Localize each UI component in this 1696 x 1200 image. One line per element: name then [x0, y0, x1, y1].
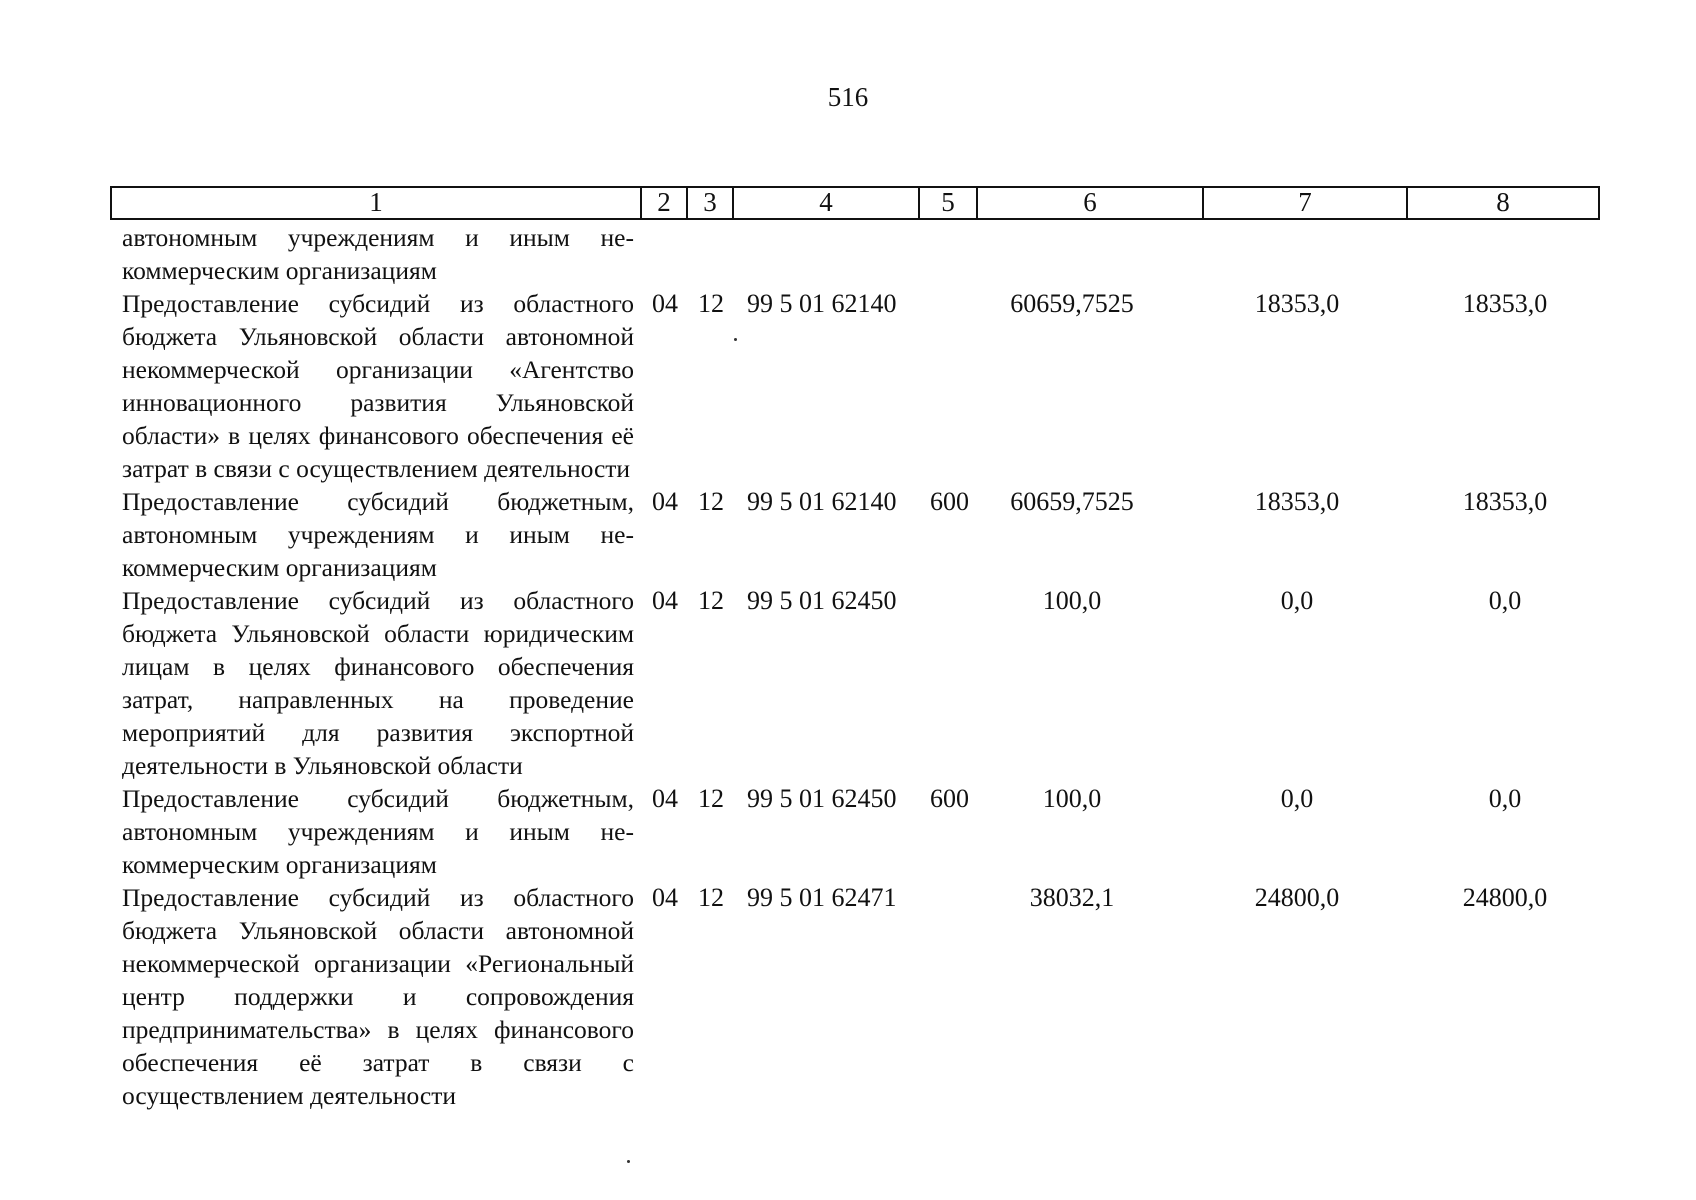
row-description: автономным учреждениям и иным некоммерческим организациям	[122, 223, 634, 285]
target-article-code: 99 5 01 62450	[747, 586, 897, 615]
row-description: Предоставление субсидий из областного бюджета Ульяновской области автономной некоммерческой организации «Региональный центр поддержки и сопровождения предпринимательства» в целях финансового обеспечения её затрат в связи с осуществлением деятельности	[122, 883, 634, 1110]
table-row	[122, 485, 1602, 584]
table-row	[122, 221, 1602, 287]
row-description: Предоставление субсидий из областного бюджета Ульяновской области юридическим лицам в целях финансового обеспечения затрат, направленных на проведение мероприятий для развития экспортной деятельности в Ульяновской области	[122, 586, 634, 780]
table-row	[122, 584, 1602, 782]
amount-col-7: 0,0	[1280, 784, 1314, 813]
table-row	[122, 287, 1602, 485]
column-header-3: 3	[687, 187, 733, 219]
row-description: Предоставление субсидий бюджетным, автономным учреждениям и иным некоммерческим организациям	[122, 487, 634, 582]
amount-col-6: 60659,7525	[1010, 487, 1134, 516]
expense-type-code: 600	[930, 487, 969, 516]
table-row	[122, 782, 1602, 881]
page-number: 516	[827, 82, 869, 112]
column-header-7: 7	[1203, 187, 1407, 219]
subsection-code: 12	[698, 289, 724, 318]
amount-col-8: 18353,0	[1462, 487, 1548, 516]
subsection-code: 12	[698, 883, 724, 912]
column-header-8: 8	[1407, 187, 1599, 219]
target-article-code: 99 5 01 62140	[747, 487, 897, 516]
column-header-row	[110, 186, 1600, 220]
amount-col-8: 24800,0	[1462, 883, 1548, 912]
target-article-code: 99 5 01 62140	[747, 289, 897, 318]
target-article-code: 99 5 01 62450	[747, 784, 897, 813]
section-code: 04	[652, 883, 678, 912]
row-description: Предоставление субсидий из областного бюджета Ульяновской области автономной некоммерческой организации «Агентство инновационного развития Ульяновской области» в целях финансового обеспечения её затрат в связи с осуществлением деятельности	[122, 289, 634, 483]
column-header-2: 2	[641, 187, 687, 219]
amount-col-8: 0,0	[1488, 586, 1522, 615]
column-header-1: 1	[111, 187, 641, 219]
amount-col-7: 24800,0	[1254, 883, 1340, 912]
amount-col-6: 38032,1	[1029, 883, 1115, 912]
row-description: Предоставление субсидий бюджетным, автономным учреждениям и иным некоммерческим организациям	[122, 784, 634, 879]
table-body	[122, 221, 1602, 1112]
amount-col-8: 18353,0	[1462, 289, 1548, 318]
amount-col-6: 60659,7525	[1010, 289, 1134, 318]
amount-col-7: 18353,0	[1254, 487, 1340, 516]
scan-speck	[627, 1160, 630, 1163]
column-header-6: 6	[977, 187, 1203, 219]
section-code: 04	[652, 784, 678, 813]
section-code: 04	[652, 586, 678, 615]
amount-col-7: 18353,0	[1254, 289, 1340, 318]
subsection-code: 12	[698, 784, 724, 813]
column-header-5: 5	[919, 187, 977, 219]
expense-type-code: 600	[930, 784, 969, 813]
subsection-code: 12	[698, 487, 724, 516]
scan-speck	[734, 338, 737, 341]
table-row	[122, 881, 1602, 1112]
subsection-code: 12	[698, 586, 724, 615]
section-code: 04	[652, 487, 678, 516]
amount-col-7: 0,0	[1280, 586, 1314, 615]
target-article-code: 99 5 01 62471	[747, 883, 897, 912]
column-header-4: 4	[733, 187, 919, 219]
amount-col-8: 0,0	[1488, 784, 1522, 813]
amount-col-6: 100,0	[1042, 586, 1102, 615]
section-code: 04	[652, 289, 678, 318]
amount-col-6: 100,0	[1042, 784, 1102, 813]
